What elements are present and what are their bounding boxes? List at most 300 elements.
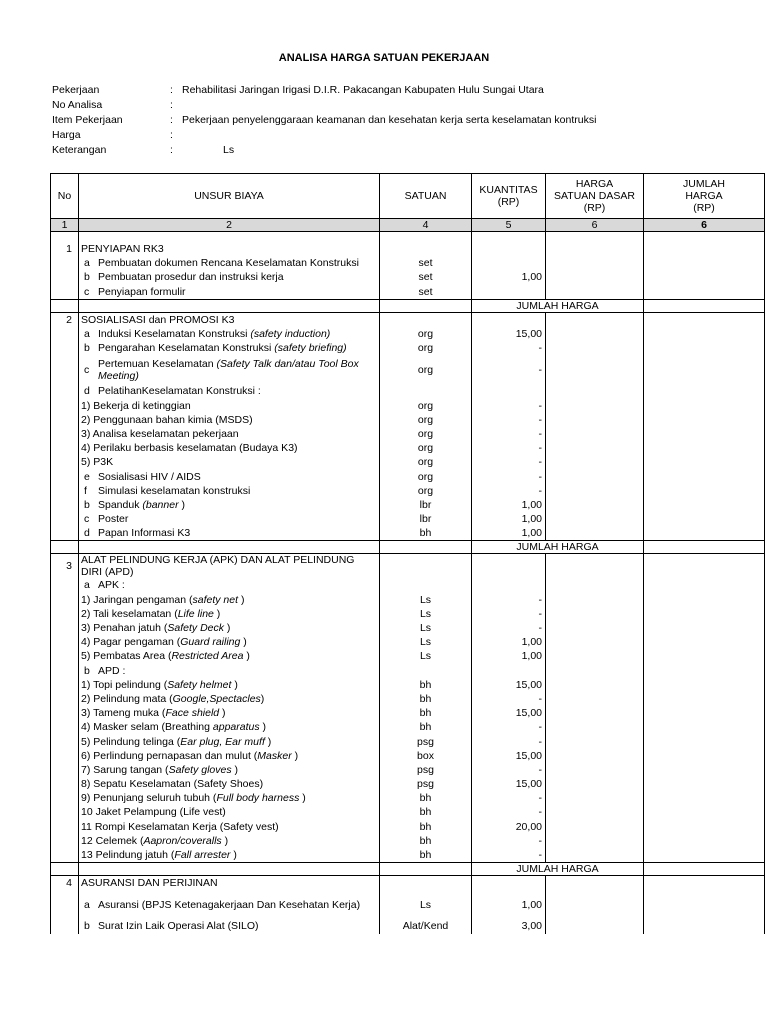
item-wrap [81,442,377,454]
item-harga-satuan [546,706,644,720]
table-row [51,664,765,678]
empty-cell [546,312,644,327]
empty-cell [51,834,79,848]
col-number: 6 [644,219,765,232]
item-wrap [81,821,377,833]
item-kuantitas [472,578,546,592]
section-title: ASURANSI DAN PERIJINAN [79,876,380,891]
item-satuan: bh [380,720,472,734]
empty-cell [51,621,79,635]
item-satuan: org [380,469,472,483]
table-row [51,578,765,592]
table-row [51,649,765,663]
jumlah-harga-row [51,299,765,312]
item-harga-satuan [546,834,644,848]
table-row [51,469,765,483]
item-text-tail: ) [264,735,272,748]
section-number: 1 [51,242,79,256]
jumlah-harga-value [644,541,765,554]
header-no: No [51,174,79,219]
item-jumlah [644,805,765,819]
item-satuan [380,578,472,592]
empty-cell [51,635,79,649]
meta-label: Keterangan [52,144,107,156]
empty-cell [380,232,472,243]
item-wrap [81,271,377,283]
item-satuan: box [380,749,472,763]
item-kuantitas: - [472,455,546,469]
item-description [79,763,380,777]
empty-cell [380,312,472,327]
section-number: 3 [51,554,79,579]
item-letter: b [84,498,90,511]
column-number-row [51,219,765,232]
item-wrap [81,736,377,748]
item-jumlah [644,919,765,933]
item-satuan: bh [380,834,472,848]
item-harga-satuan [546,649,644,663]
item-text [98,899,377,911]
table-row [51,341,765,355]
item-satuan: psg [380,734,472,748]
item-kuantitas: - [472,441,546,455]
item-kuantitas: 1,00 [472,512,546,526]
page-title: ANALISA HARGA SATUAN PEKERJAAN [278,52,490,64]
item-wrap [81,579,377,591]
empty-cell [380,299,472,312]
table-row [51,512,765,526]
item-description [79,706,380,720]
item-kuantitas: 15,00 [472,749,546,763]
item-jumlah [644,734,765,748]
item-wrap [81,358,377,382]
empty-cell [472,554,546,579]
item-text-main: 5) P3K [81,456,114,469]
item-jumlah [644,635,765,649]
item-text [81,792,377,804]
item-satuan: org [380,441,472,455]
item-jumlah [644,890,765,919]
item-text-tail: ) [213,607,221,620]
item-text [81,707,377,719]
item-satuan: org [380,413,472,427]
section-title: SOSIALISASI dan PROMOSI K3 [79,312,380,327]
item-text [81,849,377,861]
item-description [79,341,380,355]
empty-cell [51,664,79,678]
item-harga-satuan [546,427,644,441]
item-satuan: bh [380,805,472,819]
item-description [79,578,380,592]
item-description [79,427,380,441]
item-text-main: 4) Masker selam (Breathing [81,721,213,734]
item-kuantitas: - [472,734,546,748]
item-wrap [81,594,377,606]
item-kuantitas: - [472,607,546,621]
item-text-italic: Safety Deck [167,622,225,635]
item-text-tail: ) [231,678,238,691]
item-text-main: Pengarahan Keselamatan Konstruksi [98,342,275,355]
header-harga-satuan-dasar: HARGA SATUAN DASAR (RP) [546,174,644,219]
empty-cell [51,270,79,284]
item-wrap [81,920,377,932]
item-wrap [81,792,377,804]
empty-cell [51,578,79,592]
col-number: 1 [51,219,79,232]
header-satuan: SATUAN [380,174,472,219]
item-text-main: 4) Pagar pengaman ( [81,636,181,649]
item-wrap [81,286,377,298]
item-text-italic: Google,Spectacles [172,692,261,705]
item-text-main: 1) Topi pelindung ( [81,678,168,691]
item-description [79,441,380,455]
item-harga-satuan [546,635,644,649]
empty-cell [51,706,79,720]
item-harga-satuan [546,327,644,341]
item-satuan: bh [380,706,472,720]
table-row [51,890,765,919]
item-text-main: 2) Pelindung mata ( [81,692,173,705]
empty-cell [51,791,79,805]
item-satuan: bh [380,820,472,834]
item-text [81,764,377,776]
item-description [79,777,380,791]
item-letter: f [84,484,87,497]
item-harga-satuan [546,593,644,607]
table-header-row [51,174,765,219]
empty-cell [51,820,79,834]
item-description [79,607,380,621]
item-text-main: 1) Jaringan pengaman ( [81,593,193,606]
item-kuantitas: 20,00 [472,820,546,834]
table-row [51,791,765,805]
item-text-italic: (banner [142,498,179,511]
item-text [81,594,377,606]
item-text-main: Pertemuan Keselamatan [98,357,217,370]
item-text-main: APD : [98,664,126,677]
empty-cell [51,777,79,791]
item-text-italic: safety net [192,593,239,606]
item-text-main: 5) Pembatas Area ( [81,650,172,663]
item-harga-satuan [546,791,644,805]
item-satuan: Alat/Kend [380,919,472,933]
item-jumlah [644,270,765,284]
meta-label: Item Pekerjaan [52,114,123,126]
item-letter: b [84,920,90,933]
item-text-italic: Guard railing [180,636,241,649]
item-wrap [81,721,377,733]
item-jumlah [644,512,765,526]
item-satuan: org [380,355,472,384]
item-description [79,413,380,427]
item-harga-satuan [546,484,644,498]
meta-colon: : [170,144,173,156]
col-number: 4 [380,219,472,232]
item-text-tail: ) [259,721,267,734]
item-harga-satuan [546,355,644,384]
item-text [98,665,377,677]
meta-label: Pekerjaan [52,84,100,96]
jumlah-harga-label: JUMLAH HARGA [472,541,644,554]
empty-cell [51,455,79,469]
item-jumlah [644,484,765,498]
jumlah-harga-value [644,299,765,312]
table-row [51,763,765,777]
item-letter: a [84,328,90,341]
empty-cell [51,232,79,243]
item-satuan: Ls [380,890,472,919]
item-kuantitas: - [472,621,546,635]
item-text-main: 2) Penggunaan bahan kimia (MSDS) [81,413,253,426]
item-text-main: 11 Rompi Keselamatan Kerja (Safety vest) [81,820,279,833]
item-description [79,256,380,270]
item-satuan: psg [380,777,472,791]
item-jumlah [644,455,765,469]
empty-cell [472,232,546,243]
item-wrap [81,679,377,691]
item-kuantitas: 15,00 [472,706,546,720]
item-kuantitas: - [472,593,546,607]
item-wrap [81,499,377,511]
item-text-tail: ) [291,749,299,762]
item-jumlah [644,720,765,734]
item-text-italic: Face shield [165,707,220,720]
item-harga-satuan [546,763,644,777]
item-kuantitas [472,285,546,300]
empty-cell [51,692,79,706]
empty-cell [380,554,472,579]
item-text [98,485,377,497]
item-jumlah [644,441,765,455]
item-text [81,778,377,790]
empty-cell [644,554,765,579]
item-kuantitas: 15,00 [472,327,546,341]
item-jumlah [644,621,765,635]
item-text-tail: ) [224,622,231,635]
section-title: ALAT PELINDUNG KERJA (APK) DAN ALAT PELINDUNG DIRI (APD) [79,554,380,579]
item-satuan: lbr [380,498,472,512]
empty-cell [380,863,472,876]
meta-label: No Analisa [52,99,103,111]
table-row [51,706,765,720]
item-letter: c [84,285,90,298]
item-text-main: 13 Pelindung jatuh ( [81,849,175,862]
empty-cell [51,593,79,607]
item-text-main: APK : [98,579,125,592]
item-harga-satuan [546,526,644,541]
table-row [51,692,765,706]
item-harga-satuan [546,720,644,734]
item-description [79,621,380,635]
item-text [81,400,377,412]
item-jumlah [644,678,765,692]
empty-cell [79,541,380,554]
item-wrap [81,778,377,790]
item-wrap [81,622,377,634]
empty-cell [51,805,79,819]
section-header-row [51,554,765,579]
item-text-main: Spanduk [98,498,143,511]
item-harga-satuan [546,749,644,763]
table-row [51,607,765,621]
item-description [79,720,380,734]
item-text [98,342,377,354]
item-text-main: 9) Penunjang seluruh tubuh ( [81,792,217,805]
item-wrap [81,806,377,818]
item-text-main: Poster [98,513,129,526]
item-harga-satuan [546,734,644,748]
empty-cell [644,312,765,327]
item-wrap [81,835,377,847]
table-row [51,355,765,384]
empty-cell [644,876,765,891]
section-title: PENYIAPAN RK3 [79,242,380,256]
item-satuan: Ls [380,635,472,649]
item-kuantitas [472,384,546,398]
item-harga-satuan [546,664,644,678]
item-kuantitas: - [472,355,546,384]
item-text [98,579,377,591]
item-satuan: Ls [380,649,472,663]
table-row [51,413,765,427]
item-text-italic: (Safety Talk dan/atau Tool Box Meeting) [98,357,359,382]
item-jumlah [644,498,765,512]
item-description [79,484,380,498]
item-wrap [81,764,377,776]
empty-cell [51,734,79,748]
item-kuantitas: 1,00 [472,498,546,512]
item-text [81,622,377,634]
item-jumlah [644,355,765,384]
empty-cell [472,876,546,891]
item-harga-satuan [546,890,644,919]
item-letter: b [84,342,90,355]
empty-cell [51,498,79,512]
meta-value: Ls [223,144,235,156]
empty-cell [51,484,79,498]
jumlah-harga-label: JUMLAH HARGA [472,863,644,876]
item-text-main: 10 Jaket Pelampung (Life vest) [81,806,226,819]
item-jumlah [644,848,765,863]
item-text [98,385,377,397]
item-text-tail: ) [219,707,226,720]
item-text-tail: ) [260,692,265,705]
jumlah-harga-value [644,863,765,876]
item-text-main: 7) Sarung tangan ( [81,763,169,776]
table-row [51,734,765,748]
meta-colon: : [170,84,173,96]
item-kuantitas: - [472,484,546,498]
item-jumlah [644,413,765,427]
meta-value: Rehabilitasi Jaringan Irigasi D.I.R. Pakacangan Kabupaten Hulu Sungai Utara [182,84,544,96]
section-header-row [51,876,765,891]
item-letter: b [84,664,90,677]
item-kuantitas: - [472,399,546,413]
empty-cell [644,232,765,243]
item-text-main: Papan Informasi K3 [98,527,191,540]
item-text-main: 1) Bekerja di ketinggian [81,399,191,412]
item-text [81,821,377,833]
item-jumlah [644,327,765,341]
item-text-tail: ) [243,650,250,663]
item-letter: a [84,257,90,270]
item-text-tail: ) [299,792,306,805]
item-harga-satuan [546,455,644,469]
meta-label: Harga [52,129,81,141]
item-harga-satuan [546,805,644,819]
item-text [98,471,377,483]
item-description [79,384,380,398]
item-jumlah [644,749,765,763]
table-row [51,820,765,834]
item-wrap [81,414,377,426]
empty-cell [51,526,79,541]
item-kuantitas: - [472,427,546,441]
item-text-main: 12 Celemek ( [81,834,144,847]
item-wrap [81,849,377,861]
empty-cell [51,285,79,300]
item-text-italic: Life line [177,607,214,620]
item-text [98,286,377,298]
item-description [79,469,380,483]
empty-cell [472,312,546,327]
item-text-main: Pembuatan prosedur dan instruksi kerja [98,271,284,284]
empty-cell [51,441,79,455]
empty-cell [546,876,644,891]
item-text-main: PelatihanKeselamatan Konstruksi : [98,385,261,398]
item-jumlah [644,285,765,300]
item-description [79,678,380,692]
item-description [79,593,380,607]
section-header-row [51,312,765,327]
item-text [98,513,377,525]
item-jumlah [644,256,765,270]
item-jumlah [644,469,765,483]
item-satuan: Ls [380,607,472,621]
item-kuantitas: - [472,692,546,706]
item-wrap [81,428,377,440]
item-text-tail: ) [231,763,239,776]
table-row [51,678,765,692]
item-harga-satuan [546,469,644,483]
item-description [79,664,380,678]
item-text-italic: Safety helmet [167,678,232,691]
item-harga-satuan [546,413,644,427]
item-text [81,442,377,454]
item-jumlah [644,526,765,541]
empty-cell [644,242,765,256]
item-satuan: bh [380,678,472,692]
item-text-italic: (safety briefing) [274,342,347,355]
item-wrap [81,257,377,269]
item-satuan: bh [380,526,472,541]
empty-cell [79,863,380,876]
section-number: 2 [51,312,79,327]
table-row [51,848,765,863]
item-jumlah [644,427,765,441]
empty-cell [51,427,79,441]
item-kuantitas: - [472,413,546,427]
item-letter: e [84,470,90,483]
item-text-italic: Ear plug, Ear muff [180,735,265,748]
item-satuan: psg [380,763,472,777]
item-kuantitas: 1,00 [472,649,546,663]
item-text [98,499,377,511]
item-satuan: lbr [380,512,472,526]
item-letter: d [84,527,90,540]
item-satuan: org [380,484,472,498]
table-row [51,777,765,791]
